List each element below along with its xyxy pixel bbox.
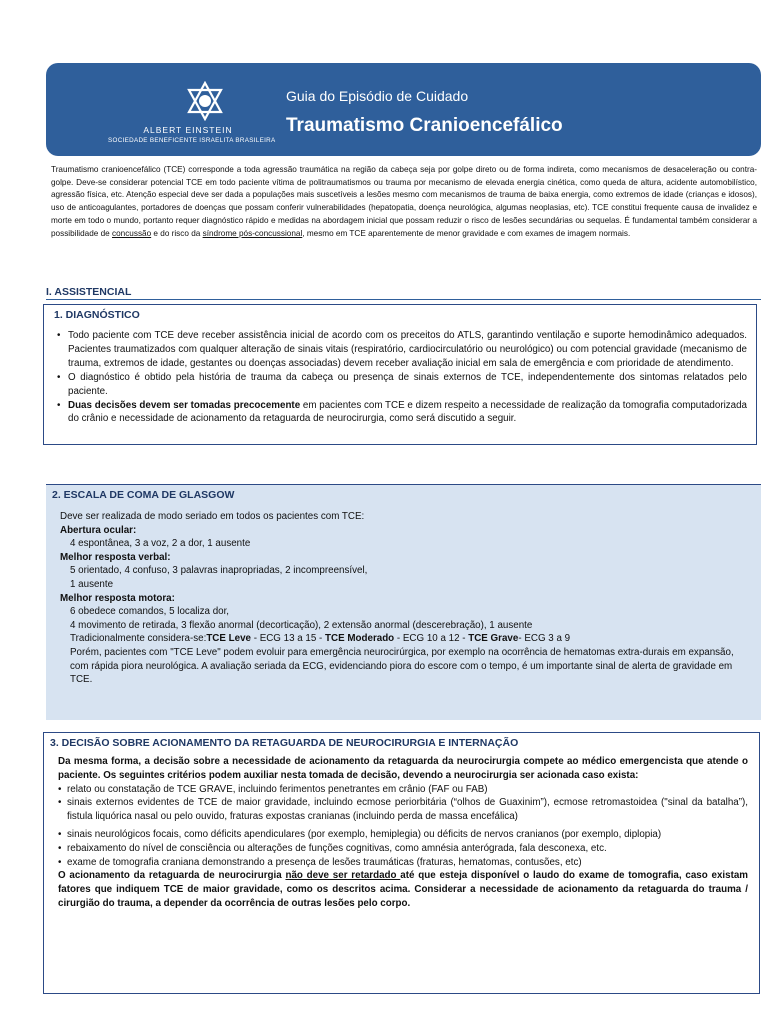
- decisao-content: [58, 755, 748, 911]
- list-item: • relato ou constatação de TCE GRAVE, incluindo ferimentos penetrantes em crânio (FAF ou FAB): [58, 783, 748, 797]
- classification-line: [60, 632, 750, 646]
- link-concussao[interactable]: concussão: [112, 228, 152, 238]
- section-heading: I. ASSISTENCIAL: [46, 286, 132, 298]
- list-item: [57, 399, 747, 427]
- tce-leve-label: TCE Leve: [206, 633, 251, 645]
- motor-values: 4 movimento de retirada, 3 flexão anormal (decorticação), 2 extensão anormal (descerebração), 1 ausente: [70, 619, 533, 631]
- verbal-values: 1 ausente: [70, 578, 114, 590]
- decisao-closing: [58, 869, 748, 910]
- header-banner: [46, 63, 761, 156]
- list-item: • O diagnóstico é obtido pela história de trauma da cabeça ou presença de sinais externos de TCE, independentemente dos sintomas relatados pelo paciente.: [57, 371, 747, 399]
- decisao-intro: Da mesma forma, a decisão sobre a necessidade de acionamento da retaguarda da neurocirurgia compete ao médico emergencista que atende o paciente. Os seguintes critérios podem auxiliar nesta tomada de decisão, devendo a neurocirurgia ser acionada caso exista:: [58, 756, 748, 781]
- glasgow-title: 2. ESCALA DE COMA DE GLASGOW: [52, 489, 235, 501]
- motor-label: Melhor resposta motora:: [60, 592, 175, 604]
- list-item: • sinais neurológicos focais, como déficits apendiculares (por exemplo, hemiplegia) ou déficits de nervos cranianos (por exemplo, diplopia): [58, 828, 748, 842]
- criteria-list: [58, 783, 748, 870]
- document-title: Traumatismo Cranioencefálico: [286, 115, 563, 136]
- list-item: • exame de tomografia craniana demonstrando a presença de lesões traumáticas (fraturas, hematomas, contusões, etc): [58, 856, 748, 870]
- emphasis-text: Duas decisões devem ser tomadas precocemente: [68, 399, 301, 411]
- verbal-label: Melhor resposta verbal:: [60, 551, 171, 563]
- decisao-box: [43, 732, 760, 994]
- diagnostico-title: 1. DIAGNÓSTICO: [54, 309, 140, 321]
- diagnostico-list: [57, 329, 747, 426]
- closing-underlined: não deve ser retardado: [285, 870, 401, 882]
- tce-grave-value: - ECG 3 a 9: [518, 633, 571, 645]
- logo: [108, 75, 298, 155]
- logo-society: SOCIEDADE BENEFICENTE ISRAELITA BRASILEIRA: [108, 137, 276, 144]
- list-item: • sinais externos evidentes de TCE de maior gravidade, incluindo ecmose periorbitária (“olhos de Guaxinim”), ecmose retromastoidea ("sinal da batalha”), fistula liquórica nasal ou pelo ouvido, fraturas expostas cranianas (incluindo perda de massa encefálica): [58, 796, 748, 824]
- glasgow-box: [46, 484, 761, 720]
- list-item: • rebaixamento do nível de consciência ou alterações de funções cognitivas, como amnésia anterógrada, fala desconexa, etc.: [58, 842, 748, 856]
- glasgow-content: [60, 510, 750, 687]
- section-divider: [46, 299, 761, 300]
- ocular-label: Abertura ocular:: [60, 524, 137, 536]
- list-item: • Todo paciente com TCE deve receber assistência inicial de acordo com os preceitos do ATLS, garantindo ventilação e suporte hemodinâmico adequados. Pacientes traumatizados com qualquer alteração de sinais vitais (respiratório, cardiocirculatório ou neurológico) ou com potencial gravidade (mecanismo de trauma, extremos de idade, gestantes ou doenças associadas) devem receber avaliação inicial em sala de emergência e com prioridade de atendimento.: [57, 329, 747, 371]
- diagnostico-box: [43, 304, 757, 445]
- motor-values: 6 obedece comandos, 5 localiza dor,: [70, 606, 230, 618]
- intro-text: e do risco da: [151, 228, 203, 238]
- tce-grave-label: TCE Grave: [468, 633, 519, 645]
- einstein-star-icon: [186, 81, 224, 121]
- intro-text: Traumatismo cranioencefálico (TCE) corresponde a toda agressão traumática na região da cabeça seja por golpe direto ou de forma indireta, como mecanismos de desaceleração ou contra-golpe. Deve-se considerar potencial TCE em todo paciente vítima de politraumatismos ou trauma por mecanismo de elevada energia cinética, como queda de altura, acidente automobilístico, agressão física, etc. Atenção especial deve ser dada a populações mais suscetíveis a lesões mesmo com mecanismos de trauma de baixa energia, como extremos de idade (crianças e idosos), uso de anticoagulantes, portadores de doenças que possam conferir vulnerabilidades (hepatopatia, doença neurológica, algumas neoplasias, etc). TCE constitui frequente causa de invalidez e morte em todo o mundo, portanto requer diagnóstico rápido e medidas na abordagem inicial que possam reduzir o risco de lesões secundárias ou sequelas. É fundamental também considerar a possibilidade de: [51, 165, 757, 238]
- intro-text: , mesmo em TCE aparentemente de menor gravidade e com exames de imagem normais.: [302, 228, 631, 238]
- closing-text: O acionamento da retaguarda de neurocirurgia: [58, 870, 286, 882]
- tce-moderado-label: TCE Moderado: [325, 633, 395, 645]
- link-sindrome-pos-concussional[interactable]: síndrome pós-concussional: [202, 228, 303, 238]
- decisao-title: 3. DECISÃO SOBRE ACIONAMENTO DA RETAGUARDA DE NEUROCIRURGIA E INTERNAÇÃO: [50, 737, 519, 749]
- tce-leve-value: - ECG 13 a 15 -: [250, 633, 326, 645]
- logo-name: ALBERT EINSTEIN: [143, 125, 233, 135]
- glasgow-note: Porém, pacientes com "TCE Leve" podem evoluir para emergência neurocirúrgica, por exemplo na ocorrência de hematomas extra-durais em expansão, com rápida piora neurológica. A avaliação seriada da ECG, evidenciando piora do escore com o tempo, é um importante sinal de alerta de gravidade em TCE.: [70, 646, 734, 686]
- ocular-values: 4 espontânea, 3 a voz, 2 a dor, 1 ausente: [70, 538, 251, 550]
- closing-text: até que esteja disponível o laudo do exame de tomografia, caso existam fatores que indiquem TCE de maior gravidade, como os descritos acima. Considerar a necessidade de acionamento da retaguarda do trauma / cirurgião do trauma, a depender da ocorrência de outras lesões pelo corpo.: [58, 870, 749, 909]
- classification-prefix: Tradicionalmente considera-se:: [70, 633, 207, 645]
- intro-paragraph: [51, 164, 757, 240]
- verbal-values: 5 orientado, 4 confuso, 3 palavras inapropriadas, 2 incompreensível,: [70, 565, 368, 577]
- list-item-text: em pacientes com TCE e dizem respeito a necessidade de realização da tomografia computadorizada do crânio e necessidade de acionamento da retaguarda de neurocirurgia, como será discutido a seguir.: [68, 399, 748, 425]
- glasgow-intro: Deve ser realizada de modo seriado em todos os pacientes com TCE:: [60, 511, 365, 522]
- document-subtitle: Guia do Episódio de Cuidado: [286, 88, 469, 104]
- tce-moderado-value: - ECG 10 a 12 -: [394, 633, 469, 645]
